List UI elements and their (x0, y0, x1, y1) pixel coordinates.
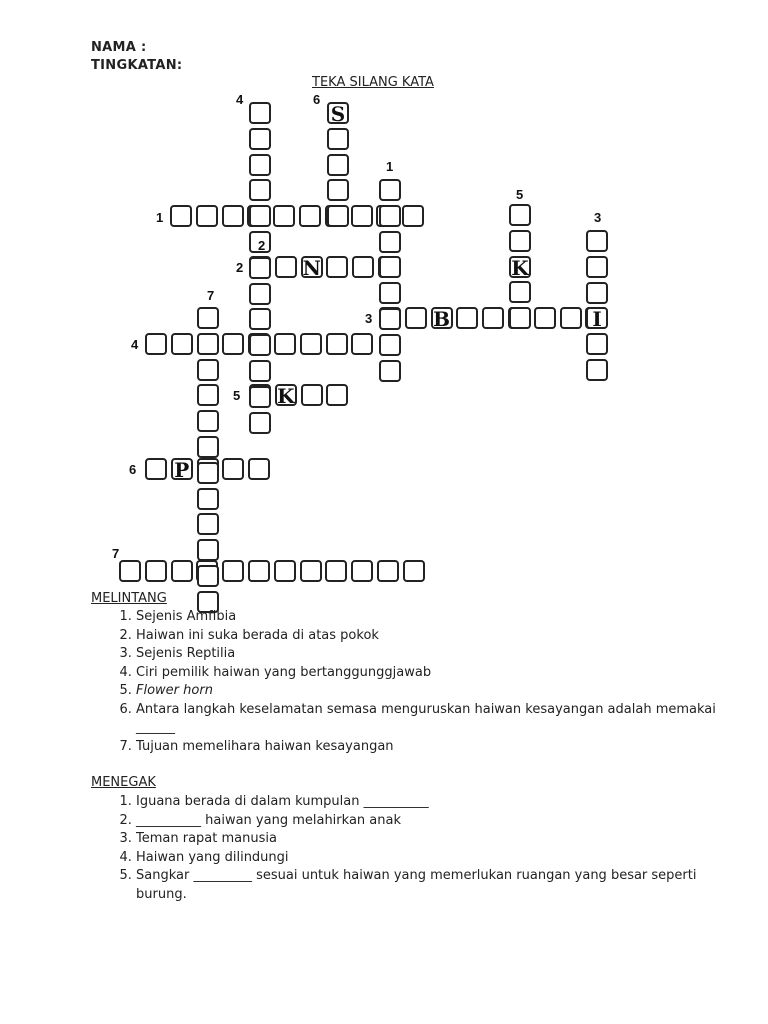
crossword-cell[interactable] (170, 205, 192, 227)
crossword-cell[interactable] (534, 307, 556, 329)
crossword-cell[interactable] (299, 205, 321, 227)
crossword-cell[interactable] (379, 334, 401, 356)
crossword-cell[interactable] (249, 128, 271, 150)
clue-number: 1 (156, 210, 164, 225)
crossword-cell-filled[interactable]: K (275, 384, 297, 406)
crossword-cell[interactable] (197, 462, 219, 484)
crossword-cell[interactable] (274, 560, 296, 582)
crossword-cell[interactable] (197, 333, 219, 355)
clue-number: 4 (131, 337, 139, 352)
crossword-cell[interactable] (456, 307, 478, 329)
crossword-cell[interactable] (197, 436, 219, 458)
crossword-cell[interactable] (273, 205, 295, 227)
crossword-cell[interactable] (196, 205, 218, 227)
across-clue: 3. Sejenis Reptilia (136, 645, 736, 664)
clue-number: 7 (207, 288, 215, 303)
crossword-cell[interactable] (197, 410, 219, 432)
down-clues (91, 793, 736, 904)
crossword-cell[interactable] (249, 412, 271, 434)
crossword-cell-filled[interactable]: B (431, 307, 453, 329)
down-heading: MENEGAK (91, 775, 156, 790)
crossword-cell[interactable] (119, 560, 141, 582)
crossword-cell[interactable] (586, 359, 608, 381)
across-clue: 6. Antara langkah keselamatan semasa menguruskan haiwan kesayangan adalah memakai ______ (136, 701, 736, 738)
crossword-cell[interactable] (509, 281, 531, 303)
crossword-cell[interactable] (222, 458, 244, 480)
crossword-cell[interactable] (379, 308, 401, 330)
clue-number: 6 (313, 92, 321, 107)
crossword-cell[interactable] (249, 334, 271, 356)
clue-number: 2 (258, 238, 266, 253)
puzzle-title: TEKA SILANG KATA (312, 75, 434, 90)
crossword-cell[interactable] (249, 283, 271, 305)
crossword-cell[interactable] (197, 565, 219, 587)
clue-number: 3 (594, 210, 602, 225)
crossword-cell[interactable] (379, 360, 401, 382)
crossword-cell[interactable] (197, 513, 219, 535)
across-clue-text: Flower horn (136, 683, 213, 698)
crossword-cell[interactable] (586, 256, 608, 278)
crossword-cell[interactable] (300, 333, 322, 355)
crossword-cell[interactable] (249, 386, 271, 408)
crossword-cell[interactable] (326, 256, 348, 278)
crossword-cell[interactable] (249, 360, 271, 382)
crossword-cell-filled[interactable]: K (509, 256, 531, 278)
crossword-cell[interactable] (222, 560, 244, 582)
clue-number: 7 (112, 546, 120, 561)
crossword-cell-filled[interactable]: S (327, 102, 349, 124)
clue-number: 4 (236, 92, 244, 107)
crossword-cell[interactable] (352, 256, 374, 278)
crossword-cell[interactable] (326, 384, 348, 406)
crossword-cell[interactable] (274, 333, 296, 355)
across-clue: 2. Haiwan ini suka berada di atas pokok (136, 627, 736, 646)
crossword-cell[interactable] (351, 560, 373, 582)
clue-number: 6 (129, 462, 137, 477)
clue-number: 5 (233, 388, 241, 403)
crossword-cell[interactable] (379, 231, 401, 253)
across-clue: 7. Tujuan memelihara haiwan kesayangan (136, 738, 736, 757)
crossword-cell[interactable] (402, 205, 424, 227)
crossword-cell[interactable] (482, 307, 504, 329)
crossword-cell[interactable] (145, 333, 167, 355)
crossword-cell[interactable] (586, 282, 608, 304)
crossword-cell[interactable] (586, 230, 608, 252)
crossword-cell[interactable] (327, 179, 349, 201)
crossword-cell[interactable] (145, 458, 167, 480)
crossword-cell-filled[interactable]: P (171, 458, 193, 480)
crossword-cell[interactable] (248, 458, 270, 480)
across-heading: MELINTANG (91, 591, 167, 606)
crossword-cell[interactable] (300, 560, 322, 582)
crossword-cell[interactable] (509, 204, 531, 226)
crossword-cell[interactable] (379, 179, 401, 201)
down-clue: 4. Haiwan yang dilindungi (136, 849, 736, 868)
crossword-cell[interactable] (197, 539, 219, 561)
clue-number: 2 (236, 260, 244, 275)
crossword-cell[interactable] (248, 560, 270, 582)
crossword-cell[interactable] (249, 154, 271, 176)
crossword-cell[interactable] (222, 333, 244, 355)
crossword-cell[interactable] (351, 333, 373, 355)
crossword-cell[interactable] (403, 560, 425, 582)
crossword-cell[interactable] (351, 205, 373, 227)
crossword-cell[interactable] (275, 256, 297, 278)
across-clue (136, 682, 736, 701)
crossword-cell[interactable] (171, 333, 193, 355)
clue-number: 3 (365, 311, 373, 326)
crossword-cell[interactable] (509, 307, 531, 329)
crossword-cell[interactable] (379, 282, 401, 304)
across-clue: 4. Ciri pemilik haiwan yang bertanggunggjawab (136, 664, 736, 683)
name-label: NAMA : (91, 40, 147, 55)
crossword-cell[interactable] (405, 307, 427, 329)
crossword-cell[interactable] (197, 384, 219, 406)
crossword-cell[interactable] (145, 560, 167, 582)
clue-number: 1 (386, 159, 394, 174)
crossword-cell[interactable] (301, 384, 323, 406)
crossword-cell-filled[interactable]: I (586, 307, 608, 329)
crossword-cell[interactable] (326, 333, 348, 355)
crossword-cell[interactable] (197, 307, 219, 329)
down-clue: 5. Sangkar _________ sesuai untuk haiwan yang memerlukan ruangan yang besar seperti burung. (136, 867, 736, 904)
class-label: TINGKATAN: (91, 58, 183, 73)
across-clue: 1. Sejenis Amfibia (136, 608, 736, 627)
crossword-cell[interactable] (249, 308, 271, 330)
crossword-cell[interactable] (327, 154, 349, 176)
crossword-cell[interactable] (249, 102, 271, 124)
crossword-cell[interactable] (171, 560, 193, 582)
crossword-cell-filled[interactable]: N (302, 256, 321, 280)
crossword-cell[interactable] (509, 230, 531, 252)
crossword-cell[interactable] (249, 257, 271, 279)
crossword-cell[interactable] (377, 560, 399, 582)
clue-number: 5 (516, 187, 524, 202)
down-clue: 2. __________ haiwan yang melahirkan anak (136, 812, 736, 831)
crossword-cell[interactable] (560, 307, 582, 329)
crossword-cell[interactable] (249, 179, 271, 201)
down-clue: 3. Teman rapat manusia (136, 830, 736, 849)
crossword-cell[interactable] (249, 205, 271, 227)
down-clue: 1. Iguana berada di dalam kumpulan __________ (136, 793, 736, 812)
across-clues (91, 608, 736, 756)
crossword-cell[interactable] (379, 256, 401, 278)
crossword-cell[interactable] (586, 333, 608, 355)
crossword-cell[interactable] (327, 128, 349, 150)
crossword-cell[interactable] (379, 205, 401, 227)
crossword-cell[interactable] (222, 205, 244, 227)
crossword-cell[interactable] (197, 488, 219, 510)
crossword-cell[interactable] (197, 359, 219, 381)
crossword-cell[interactable] (325, 560, 347, 582)
crossword-cell[interactable] (327, 205, 349, 227)
